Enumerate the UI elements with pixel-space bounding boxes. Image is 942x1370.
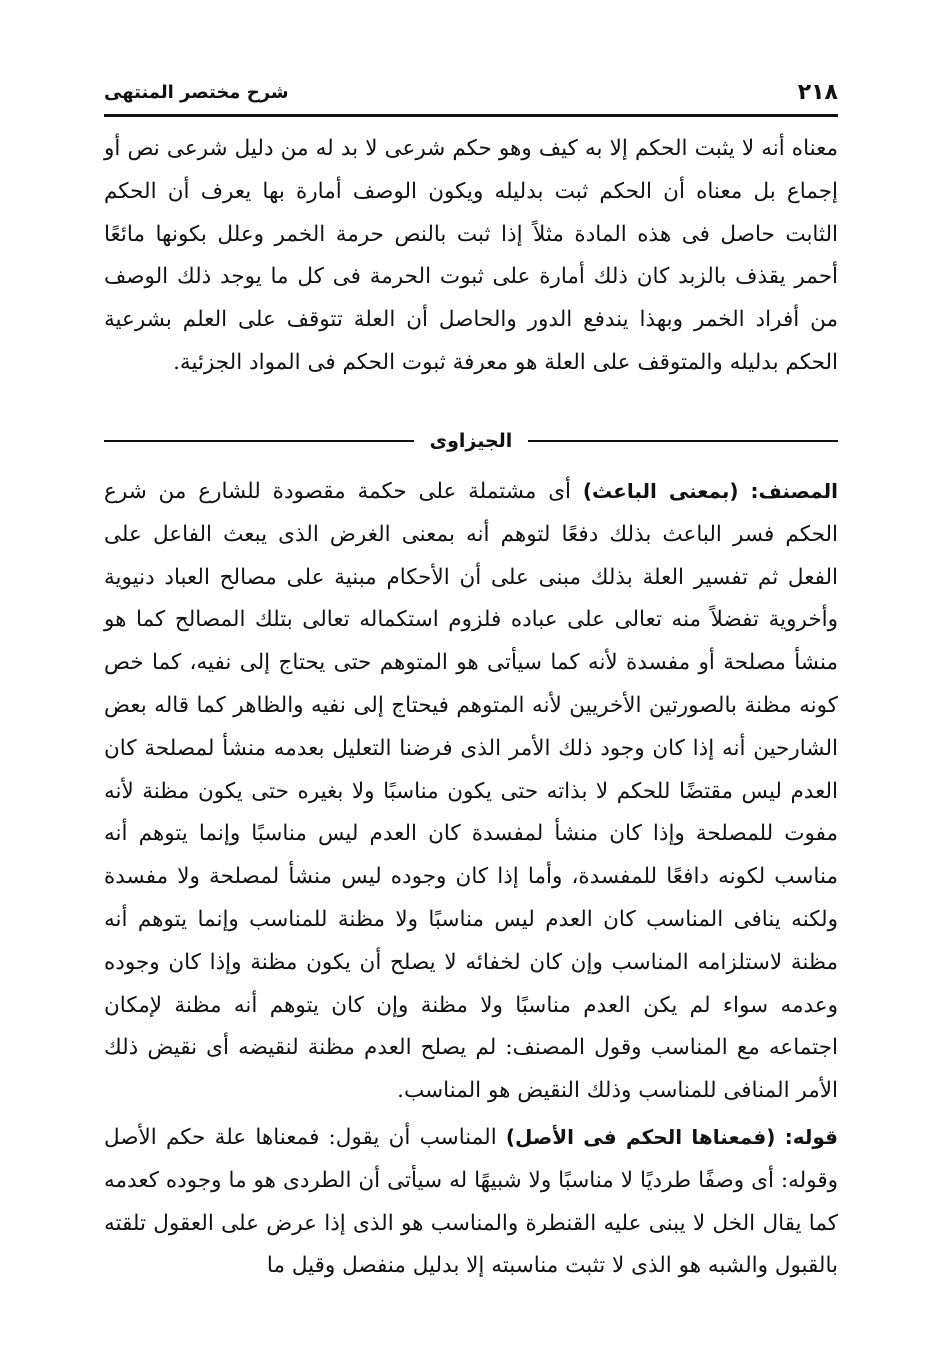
page-header <box>104 72 838 112</box>
paragraph-3-text: المناسب أن يقول: فمعناها علة حكم الأصل وقوله: أى وصفًا طرديًا لا مناسبًا ولا شبيهًا له سيأتى أن الطردى هو ما وجوده كعدمه كما يقال الخل لا يبنى عليه القنطرة والمناسب هو الذى إذا عرض على العقول تلقته بالقبول والشبه هو الذى لا تثبت مناسبته إلا بدليل منفصل وقيل ما <box>104 1125 838 1279</box>
paragraph-3-label: قوله: (فمعناها الحكم فى الأصل) <box>505 1125 838 1149</box>
gloss-block-2 <box>104 1116 838 1288</box>
running-title: شرح مختصر المنتهى <box>104 81 289 103</box>
divider-line-left <box>104 440 414 442</box>
header-rule <box>104 114 838 117</box>
divider-line-right <box>528 440 838 442</box>
section-title: الجيزاوى <box>429 430 513 452</box>
paragraph-1: معناه أنه لا يثبت الحكم إلا به كيف وهو حكم شرعى لا بد له من دليل شرعى نص أو إجماع بل معناه أن الحكم ثبت بدليله ويكون الوصف أمارة بها يعرف أن الحكم الثابت حاصل فى هذه المادة مثلاً إذا ثبت بالنص حرمة الخمر وعلل بكونها مائعًا أحمر يقذف بالزبد كان ذلك أمارة على ثبوت الحرمة فى كل ما يوجد ذلك الوصف من أفراد الخمر وبهذا يندفع الدور والحاصل أن العلة تتوقف على العلم بشرعية الحكم بدليله والمتوقف على العلة هو معرفة ثبوت الحكم فى المواد الجزئية. <box>104 136 838 375</box>
page-number: ٢١٨ <box>797 79 838 105</box>
paragraph-2-label: المصنف: (بمعنى الباعث) <box>582 479 838 503</box>
section-divider <box>104 426 838 456</box>
paragraph-2-text: أى مشتملة على حكمة مقصودة للشارع من شرع الحكم فسر الباعث بذلك دفعًا لتوهم أنه بمعنى الغرض الذى يبعث الفاعل على الفعل ثم تفسير العلة بذلك مبنى على أن الأحكام مبنية على مصالح العباد دنيوية وأخروية تفضلاً منه تعالى على عباده فلزوم استكماله تعالى بتلك المصالح كما هو منشأ مصلحة أو مفسدة لأنه كما سيأتى هو المتوهم حتى يحتاج إلى نفيه، كما خص كونه مظنة بالصورتين الأخريين لأنه المتوهم فيحتاج إلى نفيه والظاهر كما قاله بعض الشارحين أنه إذا كان وجود ذلك الأمر الذى فرضنا التعليل بعدمه منشأ لمصلحة كان العدم ليس مقتضًا للحكم لا بذاته حتى يكون مناسبًا ولا بغيره حتى يكون مظنة لأنه مفوت للمصلحة وإذا كان منشأ لمفسدة كان العدم ليس مناسبًا وإنما يتوهم أنه مناسب لكونه دافعًا للمفسدة، وأما إذا كان وجوده ليس منشأ لمصلحة ولا مفسدة ولكنه ينافى المناسب كان العدم ليس مناسبًا ولا مظنة للمناسب وإنما يتوهم أنه مظنة لاستلزامه المناسب وإن كان لخفائه لا يصلح أن يكون مظنة وإذا كان وجوده وعدمه سواء لم يكن العدم مناسبًا ولا مظنة وإن كان يتوهم أنه مظنة لإمكان اجتماعه مع المناسب وقول المصنف: لم يصلح العدم مظنة لنقيضه أى نقيض ذلك الأمر المنافى للمناسب وذلك النقيض هو المناسب. <box>104 479 838 1104</box>
paragraph-2 <box>104 470 838 1113</box>
commentary-block <box>104 128 838 385</box>
paragraph-3 <box>104 1116 838 1288</box>
gloss-block <box>104 470 838 1113</box>
